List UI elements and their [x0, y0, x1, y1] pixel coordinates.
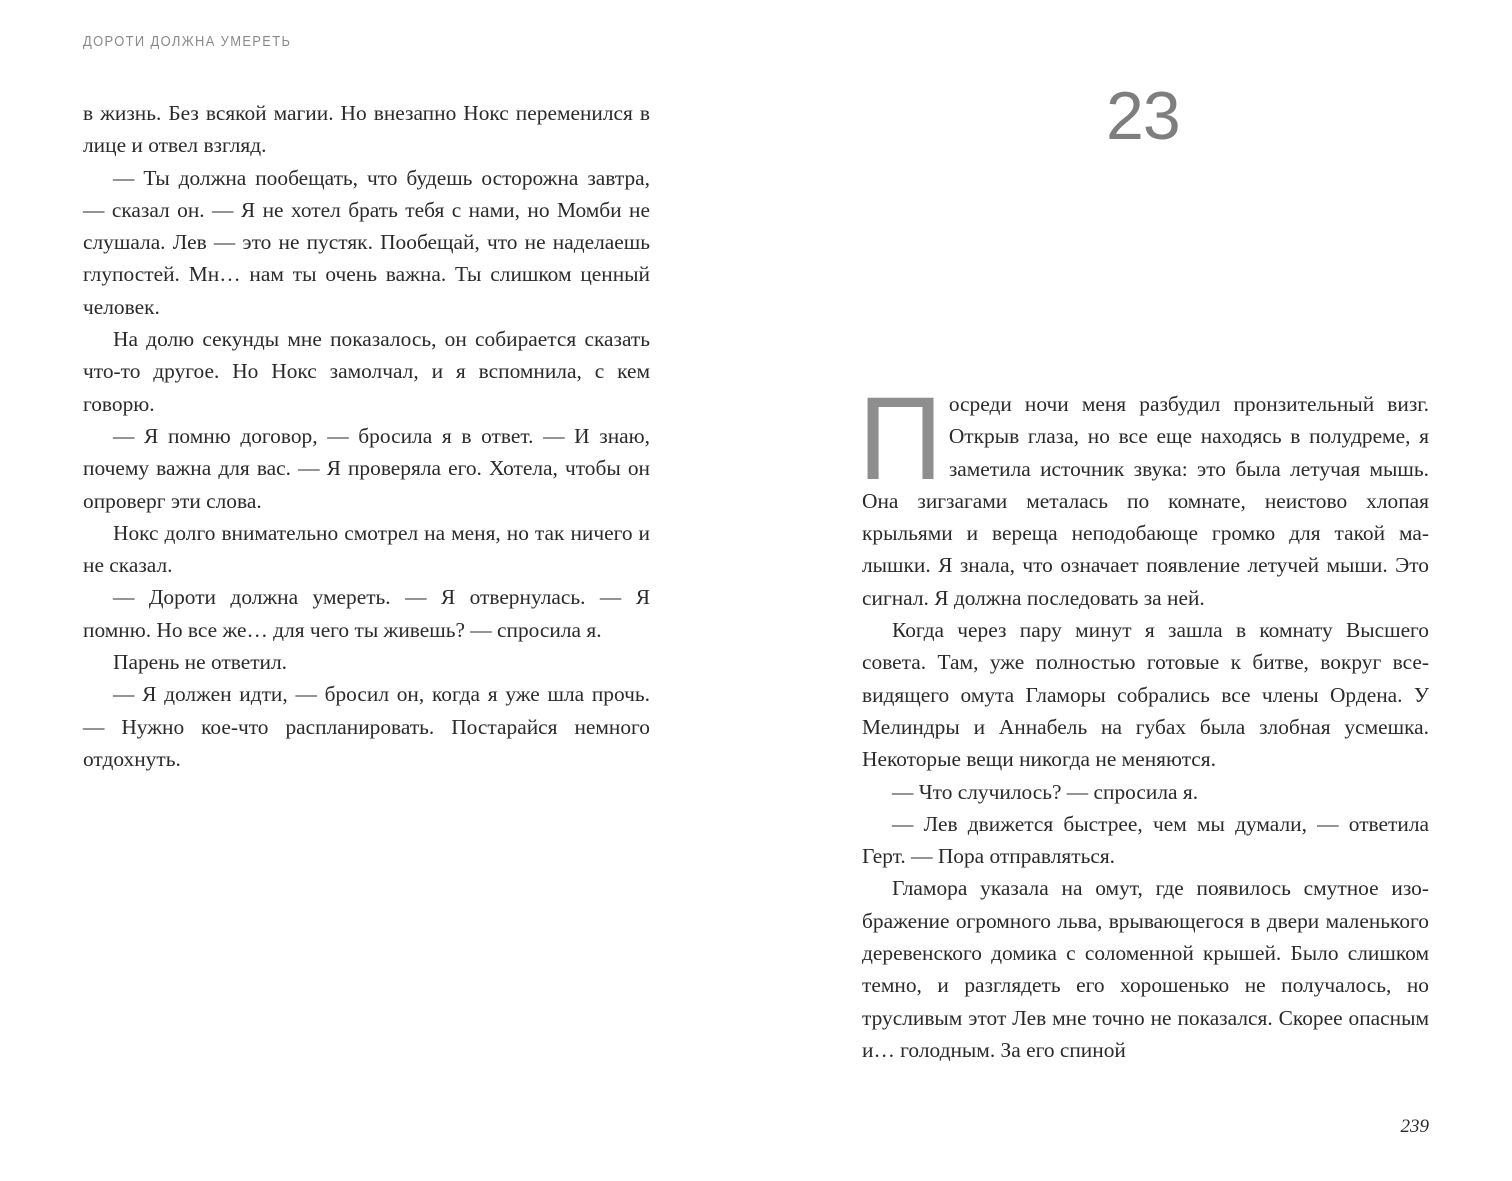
right-page [756, 0, 1512, 1181]
paragraph: Когда через пару минут я зашла в комнату Высшего совета. Там, уже полностью готовые к битве, вокруг всевидящего омута Гламоры собрались все члены Ордена. У Мелиндры и Аннабель на губах была злобная усмешка. Некоторые вещи никогда не меняются. [862, 618, 1429, 772]
paragraph: Гламора указала на омут, где появилось смутное изображение огромного льва, врывающегося в двери маленького деревенского домика с соломенной крышей. Было слишком темно, и разглядеть его хорошенько не получалось, но трусливым этот Лев мне точно не показался. Скорее опасным и… голодным. За его спиной [862, 876, 1429, 1062]
paragraph: — Я помню договор, — бросила я в ответ. — И знаю, почему важна для вас. — Я проверяла его. Хотела, чтобы он опроверг эти слова. [83, 423, 650, 513]
chapter-number: 23 [1106, 78, 1180, 154]
running-head: ДОРОТИ ДОЛЖНА УМЕРЕТЬ [83, 33, 292, 50]
paragraph: Нокс долго внимательно смотрел на меня, но так ничего и не сказал. [83, 520, 650, 578]
paragraph: Парень не ответил. [113, 650, 288, 675]
paragraph: — Ты должна пообещать, что будешь осторожна завтра, — сказал он. — Я не хотел брать тебя с нами, но Момби не слушала. Лев — это не пустяк. Пообещай, что не наделаешь глупостей. Мн… нам ты очень важна. Ты слишком ценный человек. [83, 165, 650, 319]
paragraph: в жизнь. Без всякой магии. Но внезапно Нокс переменился в лице и отвел взгляд. [83, 101, 650, 158]
paragraph: — Лев движется быстрее, чем мы думали, — ответила Герт. — Пора отправляться. [862, 811, 1429, 869]
right-page-text [858, 373, 1429, 1066]
paragraph: — Дороти должна умереть. — Я отвернулась. — Я помню. Но все же… для чего ты живешь? — спросила я. [83, 585, 650, 642]
opening-paragraph-text: осреди ночи меня разбудил пронзительный визг. Открыв глаза, но все еще находясь в полудреме, я заметила источник звука: это была летучая мышь. Она зигзагами металась по комнате, неистово хлопая крыльями и вереща неподобающе громко для такой малышки. Я знала, что означает появление летучей мыши. Это сигнал. Я должна последовать за ней. [862, 392, 1429, 610]
opening-paragraph [858, 373, 1429, 614]
page-number: 239 [1400, 1116, 1429, 1137]
drop-cap: П [858, 373, 943, 505]
left-page-text [83, 97, 650, 775]
paragraph: На долю секунды мне показалось, он собирается сказать что-то другое. Но Нокс замолчал, и я вспомнила, с кем говорю. [83, 327, 650, 416]
paragraph: — Я должен идти, — бросил он, когда я уже шла прочь. — Нужно кое-что распланировать. Постарайся немного отдохнуть. [83, 682, 650, 771]
paragraph: — Что случилось? — спросила я. [892, 779, 1199, 804]
